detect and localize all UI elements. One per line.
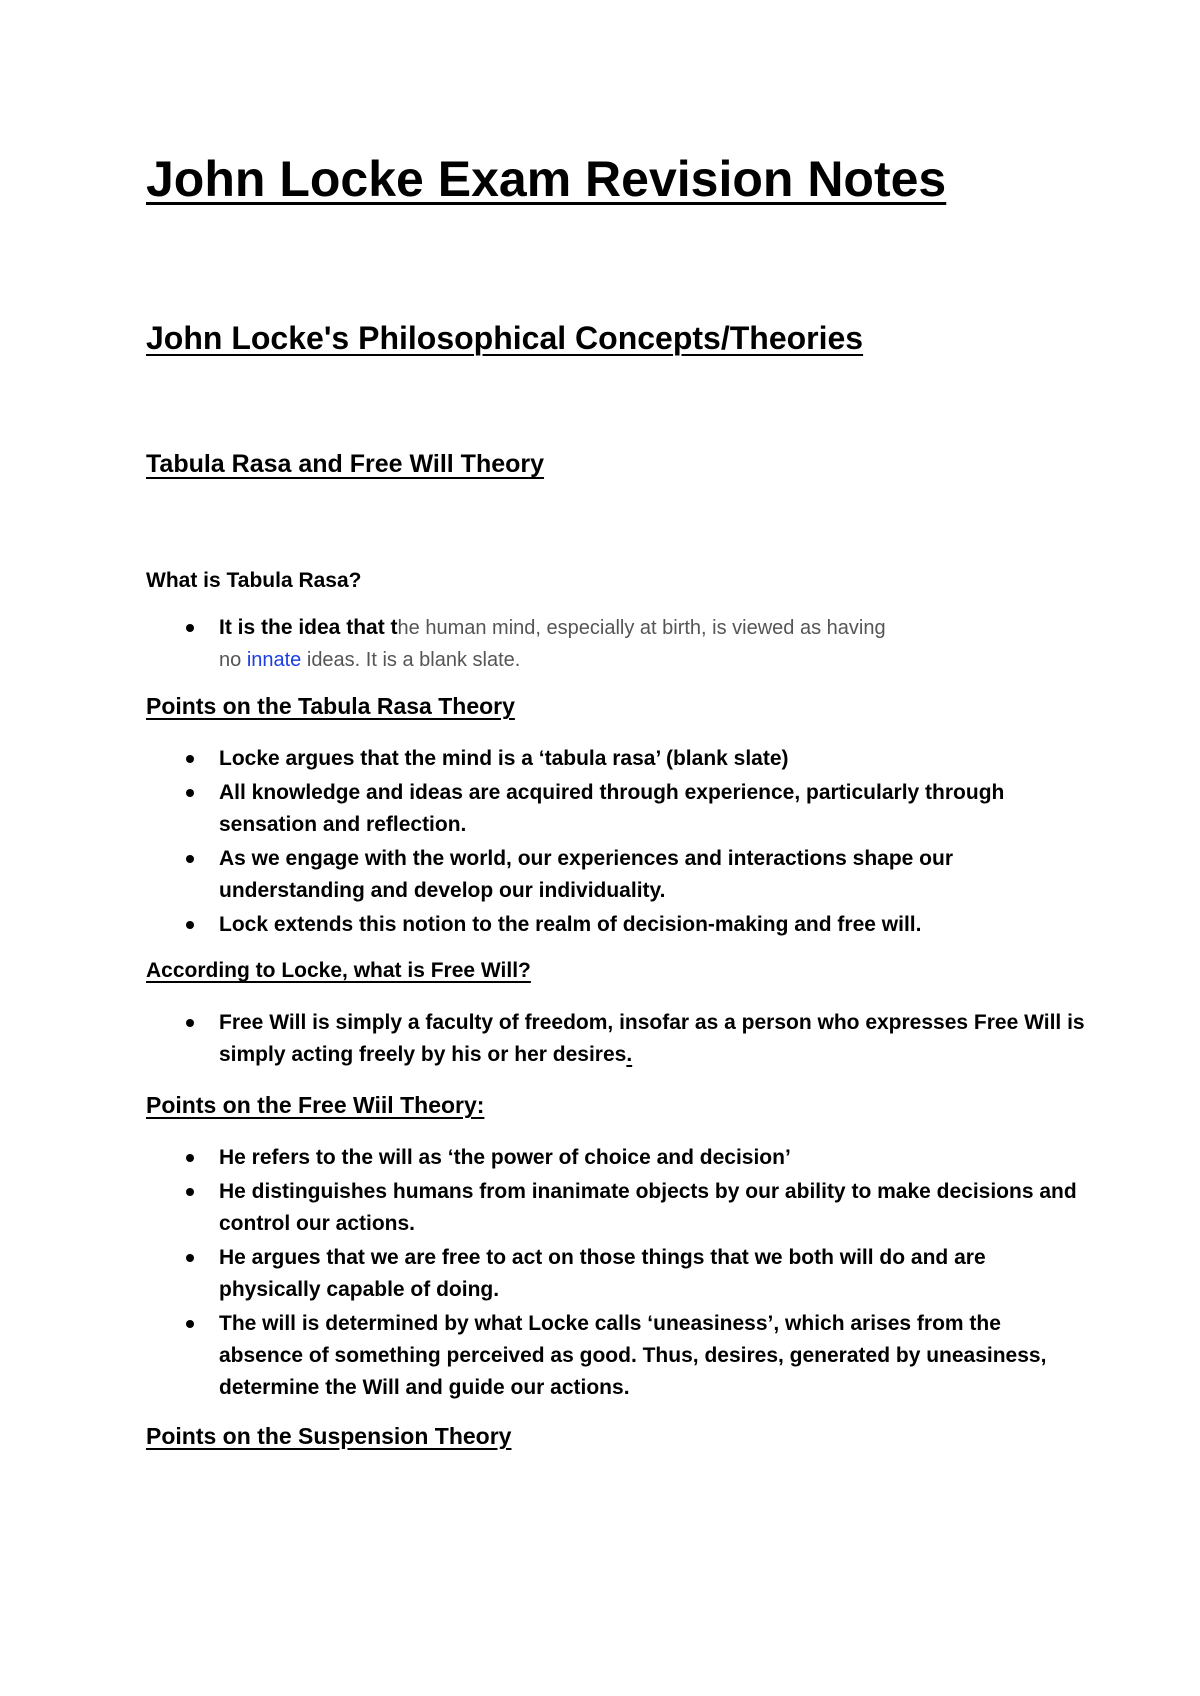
definition-text-end: ideas. It is a blank slate. bbox=[301, 649, 521, 671]
list-item: The will is determined by what Locke calls ‘uneasiness’, which arises from the absence of something perceived as good. Thus, desires, generated by uneasiness, determine the Will and guide our actions. bbox=[146, 1308, 1086, 1404]
list-item: He argues that we are free to act on those things that we both will do and are physically capable of doing. bbox=[146, 1242, 1086, 1306]
list-item: Locke argues that the mind is a ‘tabula rasa’ (blank slate) bbox=[146, 743, 1086, 775]
list-item: As we engage with the world, our experiences and interactions shape our understanding and develop our individuality. bbox=[146, 843, 1086, 907]
list-item bbox=[146, 1007, 1086, 1071]
list-item: Lock extends this notion to the realm of decision-making and free will. bbox=[146, 909, 1086, 941]
free-will-definition: Free Will is simply a faculty of freedom, insofar as a person who expresses Free Will is simply acting freely by his or her desires bbox=[219, 1011, 1085, 1066]
definition-text-line2: no bbox=[219, 649, 247, 671]
definition-bold-text: It is the idea that t bbox=[219, 616, 398, 639]
tabula-rasa-points-list bbox=[146, 743, 1086, 943]
section-heading: John Locke's Philosophical Concepts/Theories bbox=[146, 320, 864, 356]
subsection-heading: Tabula Rasa and Free Will Theory bbox=[146, 450, 545, 478]
tabula-rasa-question: What is Tabula Rasa? bbox=[146, 569, 362, 592]
definition-text: he human mind, especially at birth, is viewed as having bbox=[397, 617, 886, 639]
list-item: All knowledge and ideas are acquired through experience, particularly through sensation and reflection. bbox=[146, 777, 1086, 841]
document-title: John Locke Exam Revision Notes bbox=[146, 151, 947, 207]
tabula-rasa-definition-list bbox=[146, 612, 1086, 678]
list-item: He distinguishes humans from inanimate objects by our ability to make decisions and control our actions. bbox=[146, 1176, 1086, 1240]
list-item bbox=[146, 612, 1086, 676]
list-item: He refers to the will as ‘the power of choice and decision’ bbox=[146, 1142, 1086, 1174]
suspension-theory-heading: Points on the Suspension Theory bbox=[146, 1423, 512, 1449]
free-will-points-heading: Points on the Free Wiil Theory: bbox=[146, 1092, 485, 1118]
free-will-definition-list bbox=[146, 1007, 1086, 1073]
innate-link[interactable]: innate bbox=[246, 649, 302, 671]
free-will-question: According to Locke, what is Free Will? bbox=[146, 959, 531, 982]
tabula-rasa-points-heading: Points on the Tabula Rasa Theory bbox=[146, 693, 515, 719]
free-will-definition-period: . bbox=[626, 1043, 633, 1066]
free-will-points-list bbox=[146, 1142, 1086, 1406]
